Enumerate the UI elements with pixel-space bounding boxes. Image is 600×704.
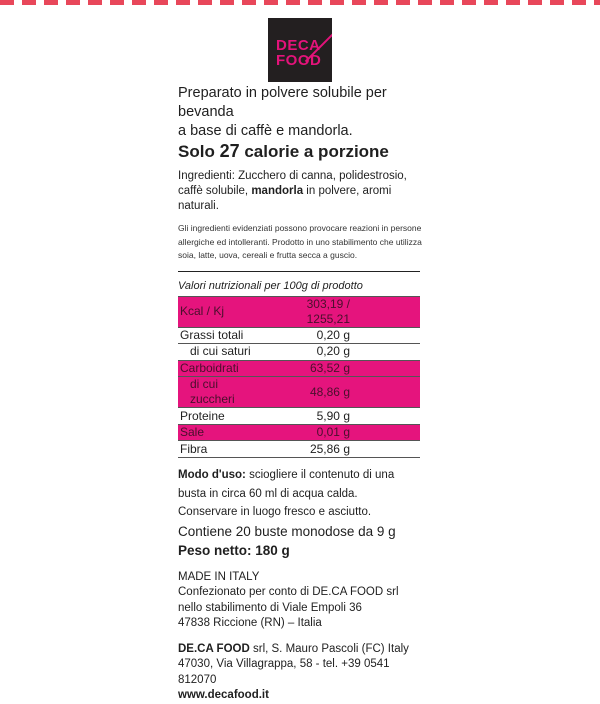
ingredients-part-2: in polvere, aromi naturali. [178,185,392,212]
nutrient-name: di cui zuccheri [178,377,264,408]
nutrient-value: 48,86 g [264,377,420,408]
nutrition-title: Valori nutrizionali per 100g di prodotto [178,279,363,292]
usage-text: sciogliere il contenuto di una busta in circa 60 ml di acqua calda. [178,469,395,500]
nutrition-table [178,296,420,459]
decafood-logo [268,18,332,82]
nutrient-value: 25,86 g [264,441,420,458]
nutrient-name: Sale [178,424,264,441]
calories-prefix: Solo [178,142,215,161]
nutrient-name: Proteine [178,408,264,425]
ingredients-allergen: mandorla [251,185,304,197]
nutrient-name: Kcal / Kj [178,296,264,327]
nutrient-name: Grassi totali [178,327,264,344]
top-dashed-border [0,0,600,5]
net-weight: Peso netto: 180 g [178,542,290,558]
calories-headline [178,141,423,162]
calories-value: 27 [219,141,240,161]
nutrient-value: 303,19 / 1255,21 [264,296,420,327]
package-contents: Contiene 20 buste monodose da 9 g [178,523,396,539]
usage-label: Modo d'uso: [178,469,246,482]
origin-info [178,570,423,632]
section-divider [178,271,420,272]
storage-text: Conservare in luogo fresco e asciutto. [178,506,372,519]
usage-instructions [178,466,423,522]
product-description [178,84,423,141]
nutrient-value: 63,52 g [264,360,420,377]
ingredients-part-1: Ingredienti: Zucchero di canna, polidestrosio, caffè solubile, [178,170,407,197]
packager-line-1: Confezionato per conto di DE.CA FOOD srl [178,586,399,599]
description-line-1: Preparato in polvere solubile per bevanda [178,85,387,120]
nutrition-row [178,344,420,361]
nutrient-name: Carboidrati [178,360,264,377]
nutrition-row [178,424,420,441]
nutrient-value: 5,90 g [264,408,420,425]
company-address-2: 47030, Via Villagrappa, 58 - tel. +39 0541 812070 [178,658,390,686]
company-website-link[interactable]: www.decafood.it [178,689,269,702]
nutrition-row [178,296,420,327]
nutrition-row [178,377,420,408]
nutrient-value: 0,20 g [264,327,420,344]
nutrient-name: Fibra [178,441,264,458]
company-name: DE.CA FOOD [178,642,250,655]
nutrient-value: 0,01 g [264,424,420,441]
made-in-italy: MADE IN ITALY [178,570,260,583]
calories-suffix: calorie a porzione [244,142,389,161]
description-line-2: a base di caffè e mandorla. [178,123,353,139]
company-info [178,642,423,704]
nutrient-name: di cui saturi [178,344,264,361]
packager-line-3: 47838 Riccione (RN) – Italia [178,617,322,630]
ingredients-text [178,169,423,214]
logo-line-1: DECA [276,37,321,54]
logo-line-2: FOOD [276,52,322,69]
nutrition-row [178,408,420,425]
nutrition-row [178,327,420,344]
allergy-note: Gli ingredienti evidenziati possono provocare reazioni in persone allergiche ed intolleranti. Prodotto in uno stabilimento che utilizza soia, latte, uova, cereali e frutta secca a guscio. [178,223,422,260]
company-address-1: srl, S. Mauro Pascoli (FC) Italy [252,642,409,655]
nutrition-row [178,441,420,458]
packager-line-2: nello stabilimento di Viale Empoli 36 [178,601,362,614]
label-content [178,84,423,704]
nutrient-value: 0,20 g [264,344,420,361]
nutrition-row [178,360,420,377]
